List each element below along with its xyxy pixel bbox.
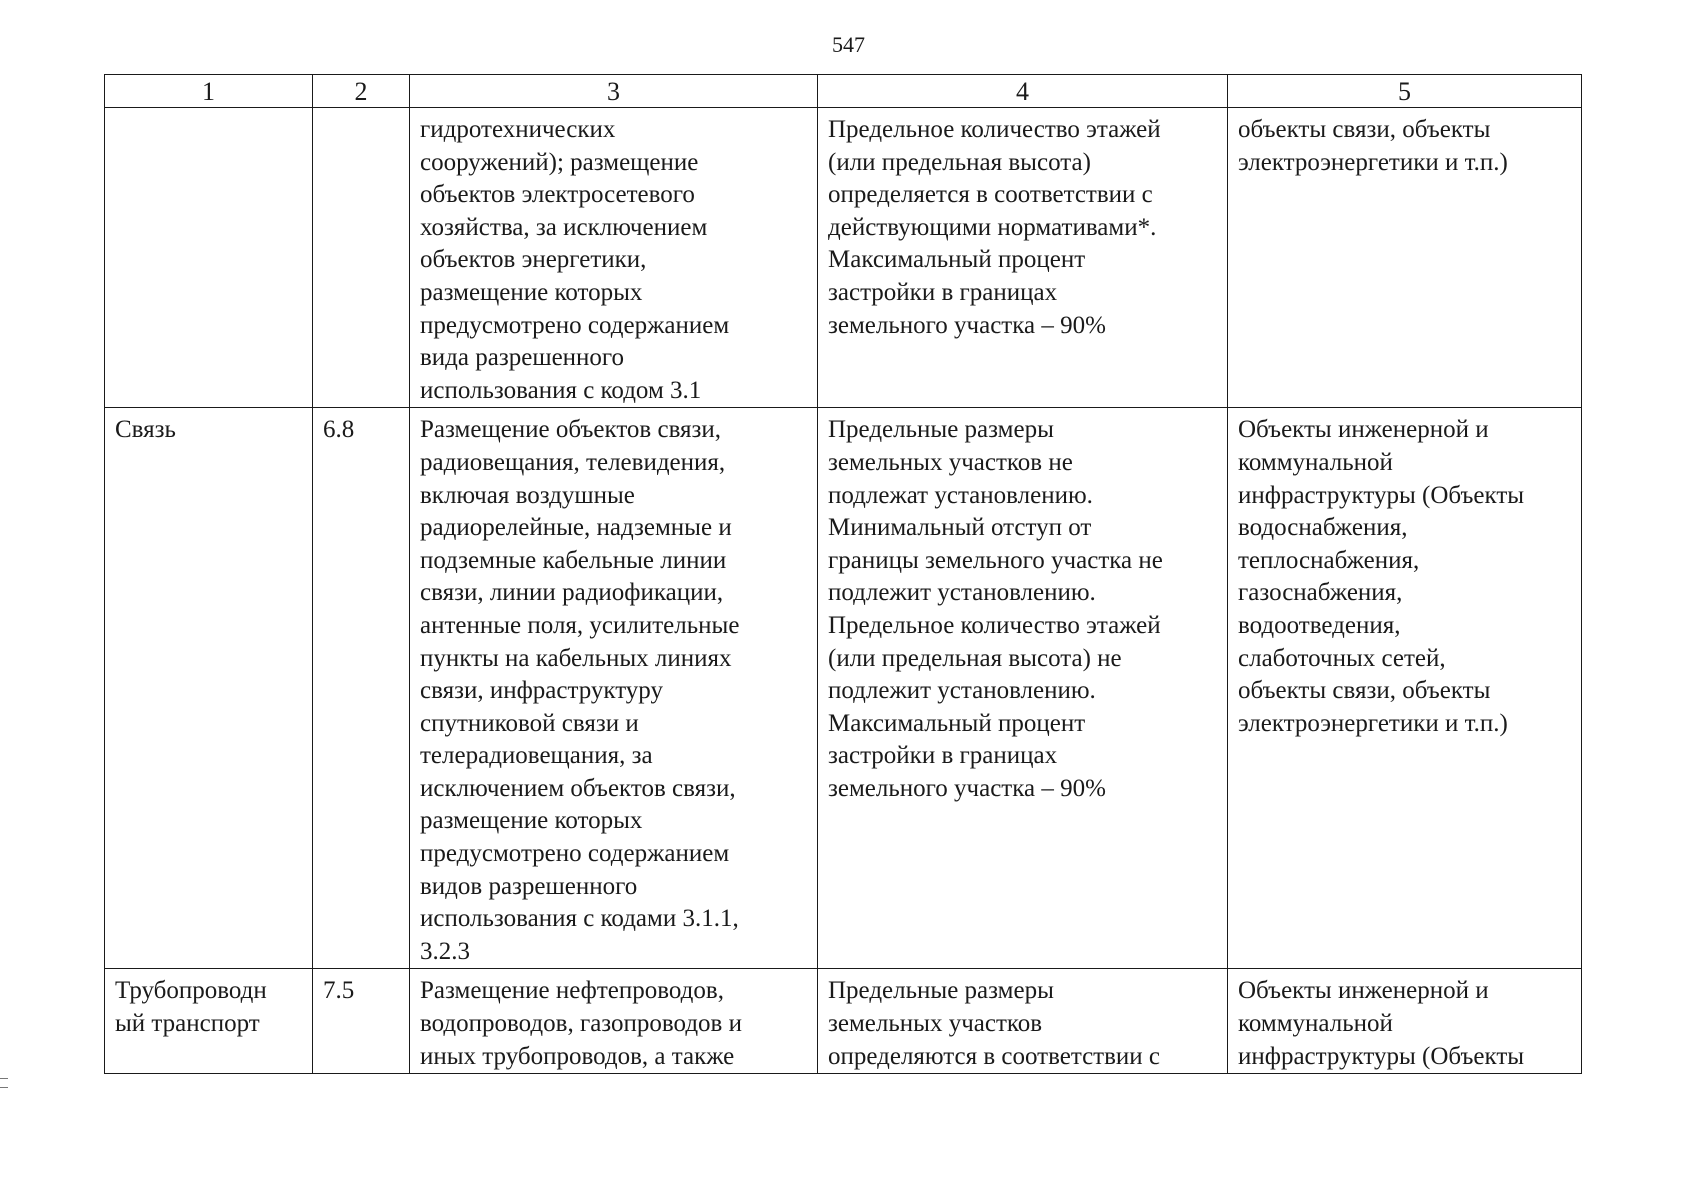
- cell-auxiliary-objects: Объекты инженерной и коммунальной инфраструктуры (Объекты: [1228, 969, 1582, 1074]
- scan-edge-mark: [0, 1078, 8, 1088]
- table-header-row: [105, 75, 1582, 108]
- cell-land-use-description: Размещение нефтепроводов, водопроводов, газопроводов и иных трубопроводов, а также: [410, 969, 818, 1074]
- column-header-1: 1: [105, 75, 313, 108]
- cell-land-use-code: 6.8: [313, 408, 410, 969]
- cell-land-use-description: гидротехнических сооружений); размещение объектов электросетевого хозяйства, за исключением объектов энергетики, размещение которых предусмотрено содержанием вида разрешенного использования с кодом 3.1: [410, 108, 818, 408]
- column-header-3: 3: [410, 75, 818, 108]
- zoning-regulations-table: [104, 74, 1582, 1074]
- table-row: [105, 108, 1582, 408]
- cell-land-use-description: Размещение объектов связи, радиовещания, телевидения, включая воздушные радиорелейные, надземные и подземные кабельные линии связи, линии радиофикации, антенные поля, усилительные пункты на кабельных линиях связи, инфраструктуру спутниковой связи и телерадиовещания, за исключением объектов связи, размещение которых предусмотрено содержанием видов разрешенного использования с кодами 3.1.1, 3.2.3: [410, 408, 818, 969]
- column-header-4: 4: [818, 75, 1228, 108]
- cell-land-use-name: Связь: [105, 408, 313, 969]
- cell-building-parameters: Предельные размеры земельных участков не подлежат установлению. Минимальный отступ от границы земельного участка не подлежит установлению. Предельное количество этажей (или предельная высота) не подлежит установлению. Максимальный процент застройки в границах земельного участка – 90%: [818, 408, 1228, 969]
- table-row: [105, 408, 1582, 969]
- table-row: [105, 969, 1582, 1074]
- cell-building-parameters: Предельное количество этажей (или предельная высота) определяется в соответствии с действующими нормативами*. Максимальный процент застройки в границах земельного участка – 90%: [818, 108, 1228, 408]
- cell-auxiliary-objects: Объекты инженерной и коммунальной инфраструктуры (Объекты водоснабжения, теплоснабжения, газоснабжения, водоотведения, слаботочных сетей, объекты связи, объекты электроэнергетики и т.п.): [1228, 408, 1582, 969]
- column-header-2: 2: [313, 75, 410, 108]
- cell-land-use-name: Трубопроводн ый транспорт: [105, 969, 313, 1074]
- cell-building-parameters: Предельные размеры земельных участков определяются в соответствии с: [818, 969, 1228, 1074]
- column-header-5: 5: [1228, 75, 1582, 108]
- cell-land-use-code: [313, 108, 410, 408]
- cell-land-use-name: [105, 108, 313, 408]
- cell-auxiliary-objects: объекты связи, объекты электроэнергетики и т.п.): [1228, 108, 1582, 408]
- page-number: 547: [832, 32, 865, 57]
- cell-land-use-code: 7.5: [313, 969, 410, 1074]
